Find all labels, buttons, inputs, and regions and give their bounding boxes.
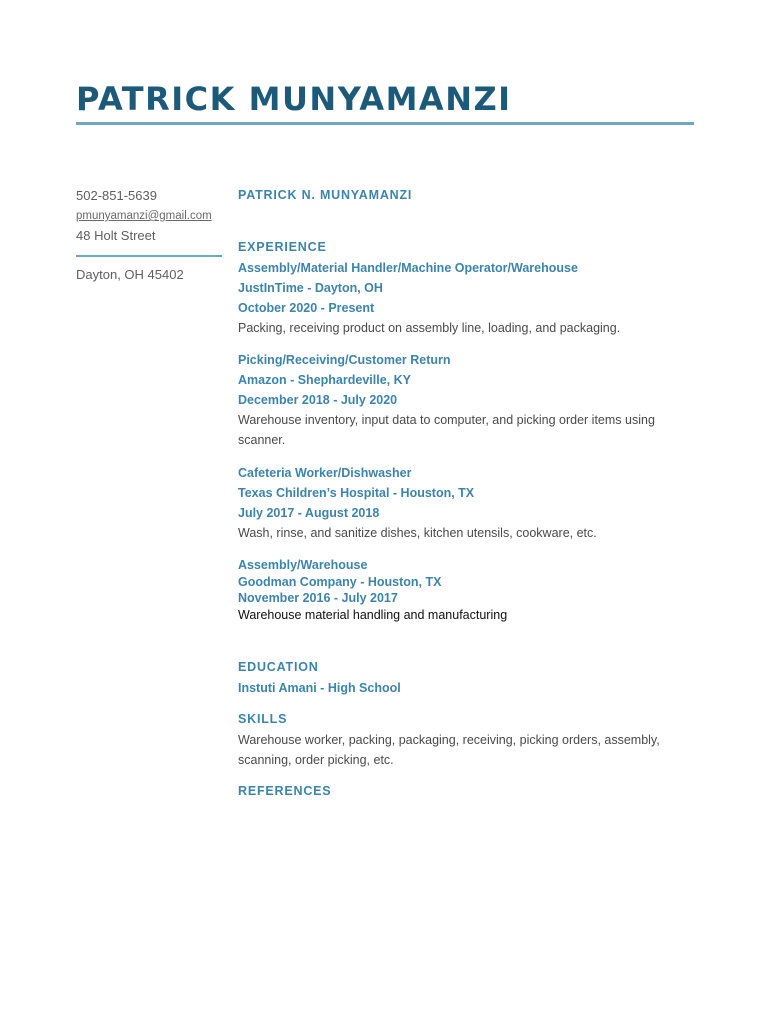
- email-link[interactable]: pmunyamanzi@gmail.com: [76, 210, 212, 222]
- phone-number: 502-851-5639: [76, 188, 157, 203]
- contact-block: [76, 186, 222, 285]
- city-state-zip: Dayton, OH 45402: [76, 267, 184, 282]
- job-company: JustInTime - Dayton, OH: [238, 281, 383, 295]
- references-heading: REFERENCES: [238, 784, 332, 798]
- job-dates: December 2018 - July 2020: [238, 393, 398, 407]
- skills-text: Warehouse worker, packing, packaging, receiving, picking orders, assembly, scanning, order picking, etc.: [238, 733, 660, 767]
- name-underline-divider: [76, 122, 694, 125]
- street-address: 48 Holt Street: [76, 228, 156, 243]
- job-description: Packing, receiving product on assembly line, loading, and packaging.: [238, 321, 621, 335]
- job-title: Cafeteria Worker/Dishwasher: [238, 466, 412, 480]
- job-title: Assembly/Warehouse: [238, 558, 368, 572]
- job-dates: October 2020 - Present: [238, 301, 375, 315]
- job-company: Goodman Company - Houston, TX: [238, 575, 442, 589]
- job-description: Warehouse inventory, input data to computer, and picking order items using scanner.: [238, 413, 655, 447]
- job-dates: November 2016 - July 2017: [238, 591, 398, 605]
- skills-heading: SKILLS: [238, 712, 288, 726]
- resume-name: PATRICK MUNYAMANZI: [76, 80, 512, 118]
- job-title: Assembly/Material Handler/Machine Operator/Warehouse: [238, 261, 578, 275]
- full-name-heading: PATRICK N. MUNYAMANZI: [238, 188, 413, 202]
- job-company: Amazon - Shephardeville, KY: [238, 373, 411, 387]
- contact-divider: [76, 255, 222, 257]
- education-heading: EDUCATION: [238, 660, 319, 674]
- job-description: Wash, rinse, and sanitize dishes, kitchen utensils, cookware, etc.: [238, 526, 597, 540]
- job-dates: July 2017 - August 2018: [238, 506, 380, 520]
- education-school: Instuti Amani - High School: [238, 681, 401, 695]
- job-description: Warehouse material handling and manufacturing: [238, 608, 508, 622]
- job-title: Picking/Receiving/Customer Return: [238, 353, 451, 367]
- job-company: Texas Children’s Hospital - Houston, TX: [238, 486, 475, 500]
- experience-heading: EXPERIENCE: [238, 240, 327, 254]
